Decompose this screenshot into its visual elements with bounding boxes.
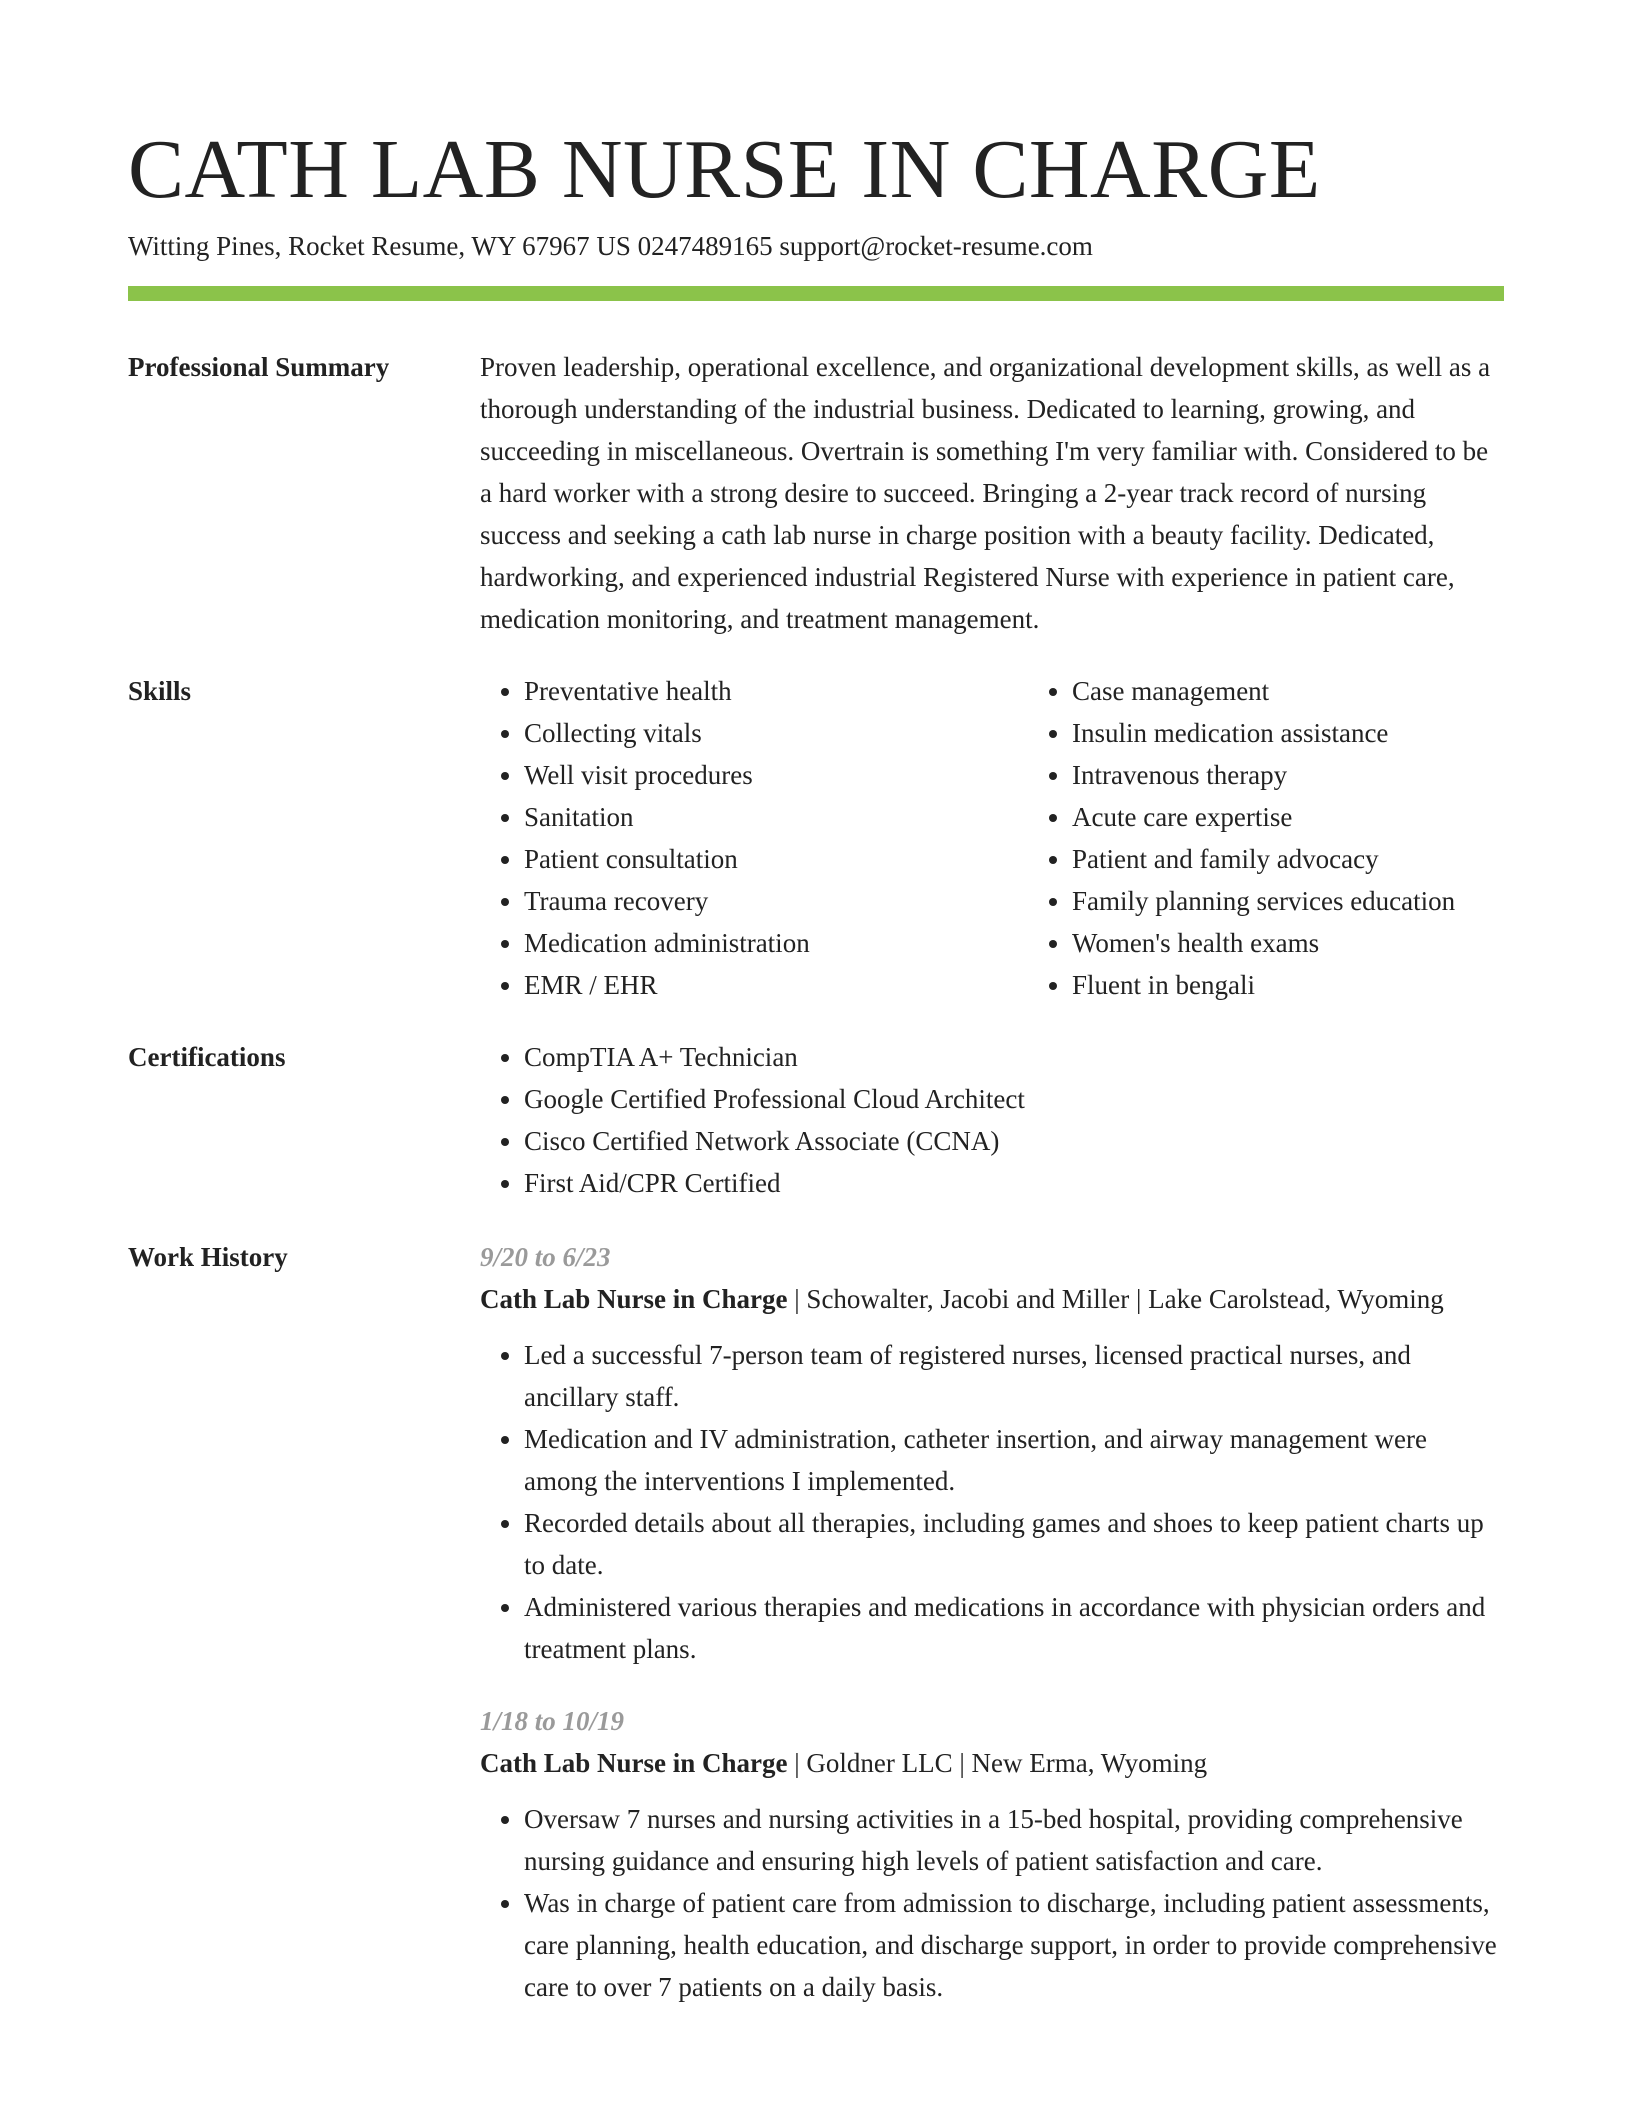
list-item: • Recorded details about all therapies, including games and shoes to keep patient charts up to date. (524, 1502, 1504, 1586)
certifications-label: Certifications (128, 1042, 286, 1072)
list-item: • Preventative health (524, 670, 1028, 712)
list-item: • Women's health exams (1072, 922, 1592, 964)
summary-body (480, 346, 1504, 640)
skills-list-right (1028, 670, 1592, 1006)
summary-label: Professional Summary (128, 352, 390, 382)
list-item: • Administered various therapies and medications in accordance with physician orders and treatment plans. (524, 1586, 1504, 1670)
list-item: • EMR / EHR (524, 964, 1028, 1006)
certifications-list (480, 1036, 1504, 1204)
list-item: • Trauma recovery (524, 880, 1028, 922)
skills-label: Skills (128, 676, 192, 706)
list-item: • Oversaw 7 nurses and nursing activities in a 15-bed hospital, providing comprehensive nursing guidance and ensuring high levels of patient satisfaction and care. (524, 1798, 1504, 1882)
list-item: • Fluent in bengali (1072, 964, 1592, 1006)
list-item: • Insulin medication assistance (1072, 712, 1592, 754)
job-bullets (480, 1334, 1504, 1670)
job-title: Cath Lab Nurse in Charge (480, 1284, 788, 1314)
job-date: 9/20 to 6/23 (480, 1242, 611, 1272)
list-item: • Well visit procedures (524, 754, 1028, 796)
skills-list-left (480, 670, 1028, 1006)
list-item: • First Aid/CPR Certified (524, 1162, 1504, 1204)
list-item: • Was in charge of patient care from admission to discharge, including patient assessments, care planning, health education, and discharge support, in order to provide comprehensive care to over 7 patients on a daily basis. (524, 1882, 1504, 2008)
resume-title: CATH LAB NURSE IN CHARGE (128, 123, 1321, 216)
list-item: • Collecting vitals (524, 712, 1028, 754)
list-item: • CompTIA A+ Technician (524, 1036, 1504, 1078)
list-item: • Intravenous therapy (1072, 754, 1592, 796)
resume-header (128, 120, 1504, 266)
certifications-section (128, 1036, 1504, 1206)
list-item: • Medication and IV administration, catheter insertion, and airway management were among the interventions I implemented. (524, 1418, 1504, 1502)
list-item: • Cisco Certified Network Associate (CCNA) (524, 1120, 1504, 1162)
job-entry (480, 1236, 1504, 1670)
job-details: | Goldner LLC | New Erma, Wyoming (787, 1748, 1208, 1778)
job-entry (480, 1700, 1504, 2008)
job-bullets (480, 1798, 1504, 2008)
job-heading (480, 1742, 1504, 1784)
list-item: • Sanitation (524, 796, 1028, 838)
list-item: • Google Certified Professional Cloud Architect (524, 1078, 1504, 1120)
skills-body (480, 670, 1504, 1006)
work-history-body (480, 1236, 1504, 2038)
skills-section (128, 670, 1504, 1010)
header-divider (128, 286, 1504, 301)
summary-section (128, 346, 1504, 642)
list-item: • Family planning services education (1072, 880, 1592, 922)
contact-line: Witting Pines, Rocket Resume, WY 67967 US 0247489165 support@rocket-resume.com (128, 231, 1093, 261)
summary-text: Proven leadership, operational excellence, and organizational development skills, as well as a thorough understanding of the industrial business. Dedicated to learning, growing, and succeeding in miscellaneous. Overtrain is something I'm very familiar with. Considered to be a hard worker with a strong desire to succeed. Bringing a 2-year track record of nursing success and seeking a cath lab nurse in charge position with a beauty facility. Dedicated, hardworking, and experienced industrial Registered Nurse with experience in patient care, medication monitoring, and treatment management. (480, 352, 1491, 634)
list-item: • Acute care expertise (1072, 796, 1592, 838)
job-heading (480, 1278, 1504, 1320)
list-item: • Patient consultation (524, 838, 1028, 880)
list-item: • Led a successful 7-person team of registered nurses, licensed practical nurses, and ancillary staff. (524, 1334, 1504, 1418)
job-title: Cath Lab Nurse in Charge (480, 1748, 788, 1778)
list-item: • Case management (1072, 670, 1592, 712)
job-details: | Schowalter, Jacobi and Miller | Lake Carolstead, Wyoming (787, 1284, 1444, 1314)
work-history-section (128, 1236, 1504, 2096)
certifications-body (480, 1036, 1504, 1204)
job-date: 1/18 to 10/19 (480, 1706, 625, 1736)
list-item: • Patient and family advocacy (1072, 838, 1592, 880)
list-item: • Medication administration (524, 922, 1028, 964)
work-history-label: Work History (128, 1242, 288, 1272)
